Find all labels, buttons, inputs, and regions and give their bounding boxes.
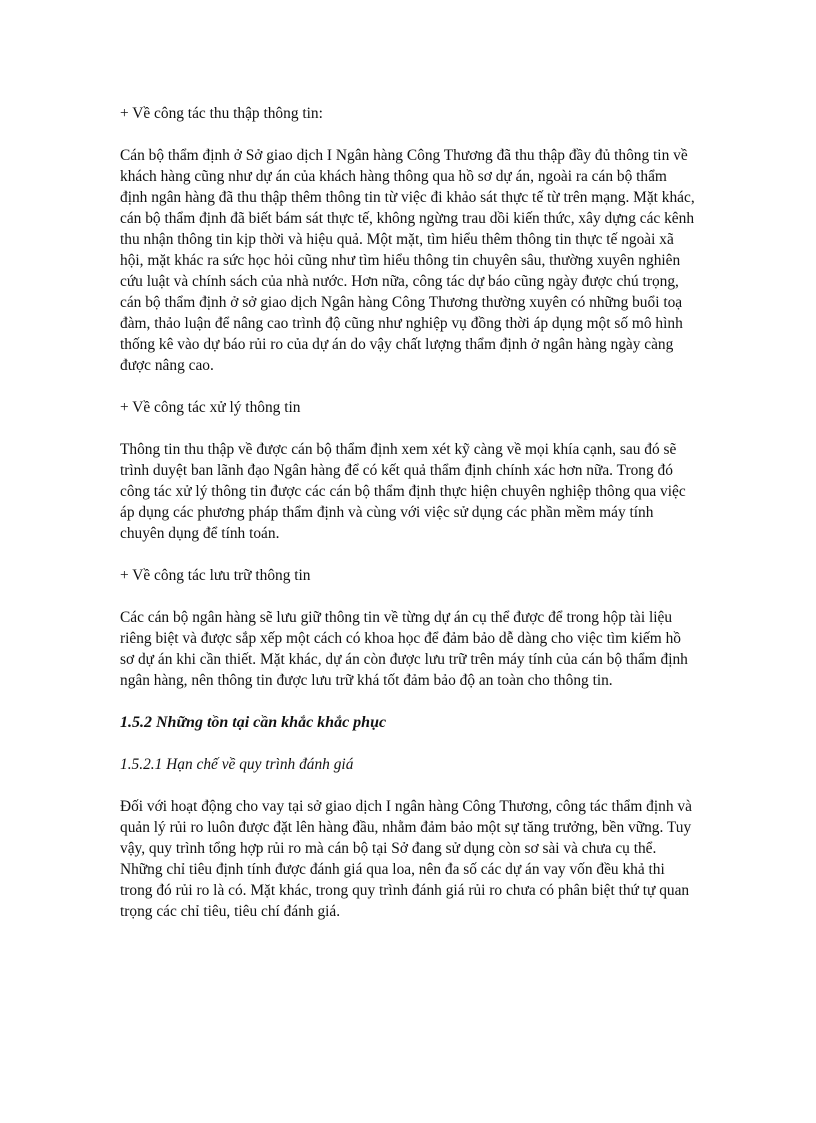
paragraph-final: Đối với hoạt động cho vay tại sở giao dịch I ngân hàng Công Thương, công tác thẩm định và quản lý rủi ro luôn được đặt lên hàng đầu, nhằm đảm bảo một sự tăng trưởng, bền vững. Tuy vậy, quy trình tổng hợp rủi ro mà cán bộ tại Sở đang sử dụng còn sơ sài và chưa cụ thể. Những chỉ tiêu định tính được đánh giá qua loa, nên đa số các dự án vay vốn đều khả thi trong đó rủi ro là có. Mặt khác, trong quy trình đánh giá rủi ro chưa có phân biệt thứ tự quan trọng các chỉ tiêu, tiêu chí đánh giá. <box>120 798 692 920</box>
paragraph-collection: Cán bộ thẩm định ở Sở giao dịch I Ngân hàng Công Thương đã thu thập đầy đủ thông tin về khách hàng cũng như dự án của khách hàng thông qua hồ sơ dự án, ngoài ra cán bộ thẩm định ngân hàng đã thu thập thêm thông tin từ việc đi khảo sát thực tế từ trên mạng. Mặt khác, cán bộ thẩm định đã biết bám sát thực tế, không ngừng trau dồi kiến thức, xây dựng các kênh thu nhận thông tin kịp thời và hiệu quả. Một mặt, tìm hiểu thêm thông tin thực tế ngoài xã hội, mặt khác ra sức học hỏi cũng như tìm hiểu thông tin chuyên sâu, thường xuyên nghiên cứu luật và chính sách của nhà nước. Hơn nữa, công tác dự báo cũng ngày được chú trọng, cán bộ thẩm định ở sở giao dịch Ngân hàng Công Thương thường xuyên có những buổi toạ đàm, thảo luận để nâng cao trình độ cũng như nghiệp vụ đồng thời áp dụng một số mô hình thống kê vào dự báo rủi ro của dự án do vậy chất lượng thẩm định ở ngân hàng ngày càng được nâng cao. <box>120 147 695 374</box>
heading-sub: 1.5.2.1 Hạn chế về quy trình đánh giá <box>120 756 354 773</box>
paragraph-storage: Các cán bộ ngân hàng sẽ lưu giữ thông tin về từng dự án cụ thể được để trong hộp tài liệu riêng biệt và được sắp xếp một cách có khoa học để đảm bảo dễ dàng cho việc tìm kiếm hồ sơ dự án khi cần thiết. Mặt khác, dự án còn được lưu trữ trên máy tính của cán bộ thẩm định ngân hàng, nên thông tin được lưu trữ khá tốt đảm bảo độ an toàn cho thông tin. <box>120 609 688 689</box>
document-page <box>120 103 696 943</box>
section-label-processing: + Về công tác xử lý thông tin <box>120 399 301 416</box>
section-label-storage: + Về công tác lưu trữ thông tin <box>120 567 311 584</box>
section-label-collection: + Về công tác thu thập thông tin: <box>120 105 323 122</box>
heading-main: 1.5.2 Những tồn tại cần khắc khắc phục <box>120 714 387 731</box>
paragraph-processing: Thông tin thu thập về được cán bộ thẩm định xem xét kỹ càng về mọi khía cạnh, sau đó sẽ trình duyệt ban lãnh đạo Ngân hàng để có kết quả thẩm định chính xác hơn nữa. Trong đó công tác xử lý thông tin được các cán bộ thẩm định thực hiện chuyên nghiệp thông qua việc áp dụng các phương pháp thẩm định và cùng với việc sử dụng các phần mềm máy tính chuyên dụng để tính toán. <box>120 441 686 542</box>
